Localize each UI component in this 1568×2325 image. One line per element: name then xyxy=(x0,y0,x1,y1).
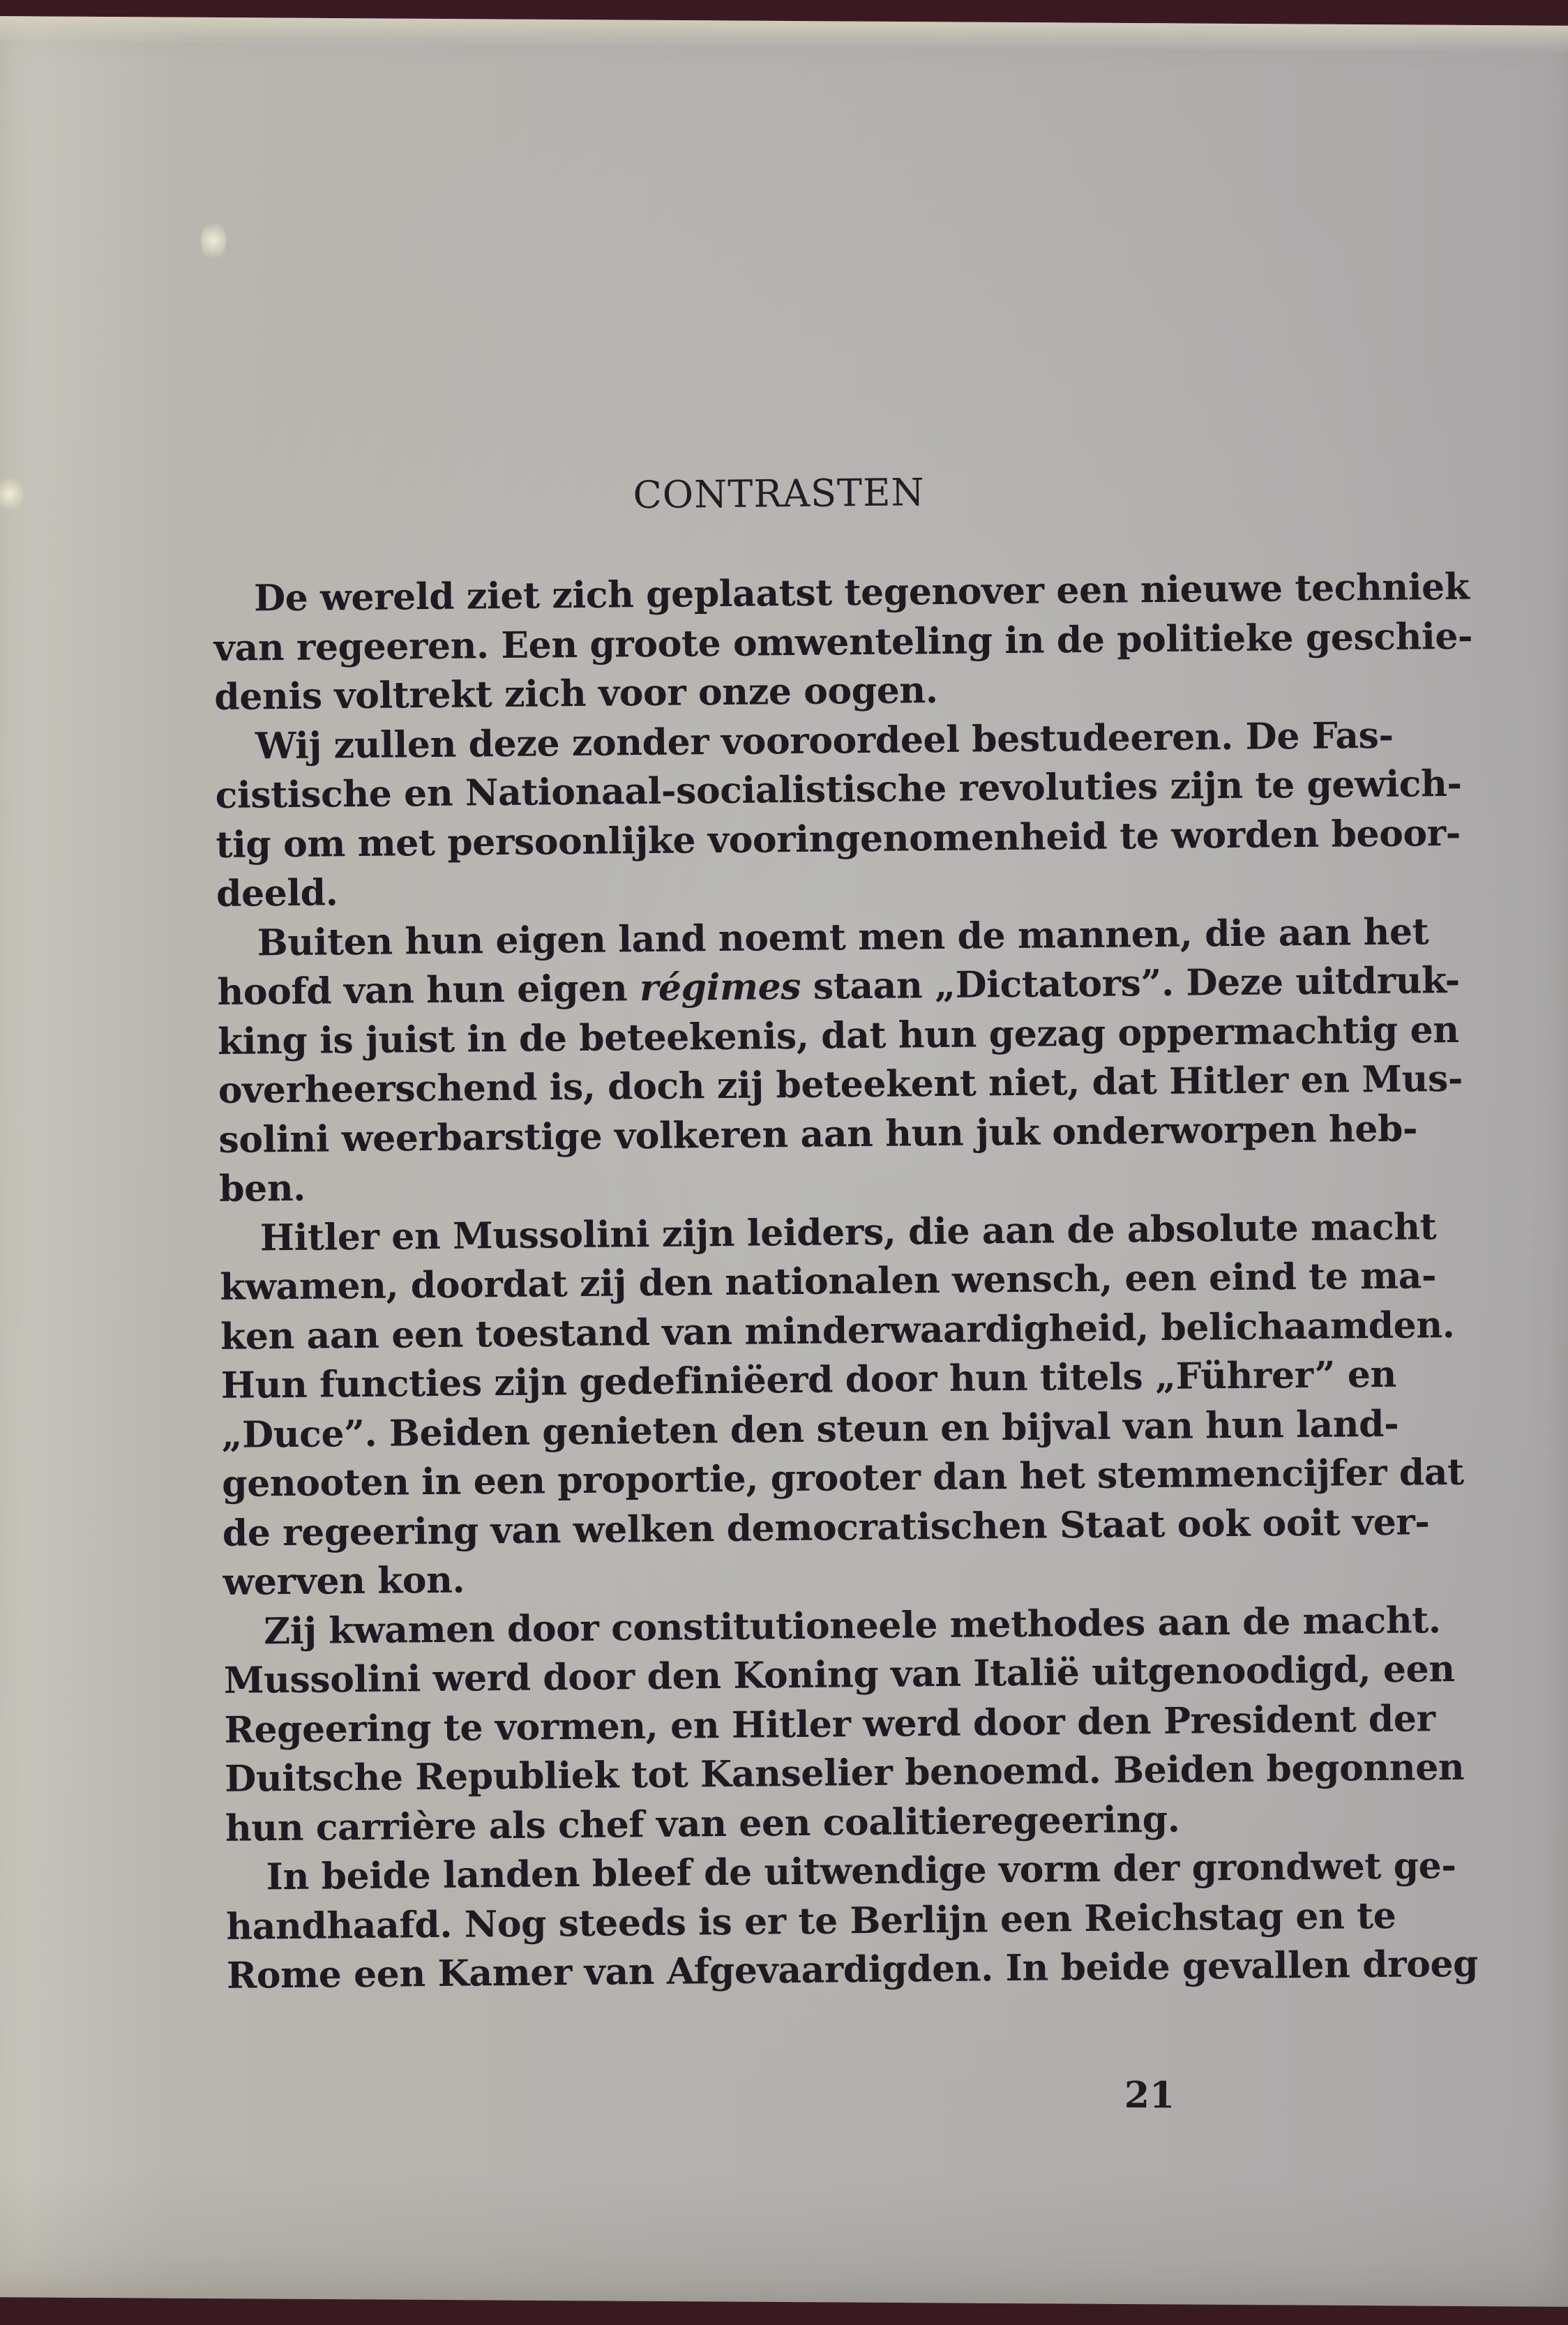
text-line: In beide landen bleef de uitwendige vorm der grondwet ge- xyxy=(266,1844,1456,1899)
text-line: genooten in een proportie, grooter dan het stemmencijfer dat xyxy=(221,1450,1465,1505)
text-line: De wereld ziet zich geplaatst tegenover een nieuwe techniek xyxy=(253,565,1470,620)
paper-blemish xyxy=(0,476,24,511)
body-text xyxy=(173,564,1479,2001)
paragraph xyxy=(185,1842,1479,2001)
text-line: deeld. xyxy=(216,871,338,915)
paragraph xyxy=(176,908,1463,1214)
italic-word: régimes xyxy=(639,965,801,1010)
text-line: de regeering van welken democratischen Staat ook ooit ver- xyxy=(222,1500,1430,1555)
text-line: Mussolini werd door den Koning van Italië uitgenoodigd, een xyxy=(223,1647,1455,1702)
paragraph xyxy=(183,1597,1465,1854)
page-number: 21 xyxy=(1124,2073,1175,2117)
paper-blemish xyxy=(201,220,226,262)
page-top-edge xyxy=(0,16,1568,54)
text-line: Buiten hun eigen land noemt men de mannen, die aan het xyxy=(257,910,1429,964)
text-line: ken aan een toestand van minderwaardigheid, belichaamden. xyxy=(220,1303,1455,1358)
text-line: king is juist in de beteekenis, dat hun gezag oppermachtig en xyxy=(217,1008,1459,1063)
text-line: Wij zullen deze zonder vooroordeel bestudeeren. De Fas- xyxy=(255,714,1394,767)
text-line: kwamen, doordat zij den nationalen wensch, een eind te ma- xyxy=(220,1254,1437,1309)
text-line: „Duce”. Beiden genieten den steun en bijval van hun land- xyxy=(221,1402,1399,1457)
text-line: tig om met persoonlijke vooringenomenheid te worden beoor- xyxy=(216,811,1461,866)
text-line: Rome een Kamer van Afgevaardigden. In beide gevallen droeg xyxy=(226,1942,1479,1997)
text-line: Hun functies zijn gedefiniëerd door hun titels „Führer” en xyxy=(220,1353,1397,1407)
paragraph xyxy=(173,564,1473,723)
text-line: hun carrière als chef van een coalitieregeering. xyxy=(225,1798,1180,1850)
text-line: Regeering te vormen, en Hitler werd door den President der xyxy=(224,1696,1435,1752)
text-line: Zij kwamen door constitutioneele methodes aan de macht. xyxy=(263,1598,1441,1653)
page-shadow xyxy=(0,2172,1568,2307)
paragraph xyxy=(179,1203,1465,1608)
text-line: solini weerbarstige volkeren aan hun juk onderworpen heb- xyxy=(218,1106,1418,1161)
text-line: Duitsche Republiek tot Kanselier benoemd. Beiden begonnen xyxy=(224,1745,1465,1800)
book-page xyxy=(0,16,1568,2307)
text-line: cistische en Nationaal-socialistische revoluties zijn te gewich- xyxy=(215,762,1462,817)
text-line: handhaafd. Nog steeds is er te Berlijn een Reichstag en te xyxy=(226,1894,1396,1948)
text-line-with-italic: hoofd van hun eigen régimes staan „Dictators”. Deze uitdruk- xyxy=(217,958,1461,1014)
chapter-title: CONTRASTEN xyxy=(633,470,926,518)
text-line: overheerschend is, doch zij beteekent niet, dat Hitler en Mus- xyxy=(218,1057,1463,1112)
text-block xyxy=(167,6,1479,1997)
text-line: werven kon. xyxy=(223,1558,465,1604)
text-line: denis voltrekt zich voor onze oogen. xyxy=(214,669,938,718)
text-line: van regeeren. Een groote omwenteling in de politieke geschie- xyxy=(213,615,1473,670)
paragraph xyxy=(174,712,1462,919)
text-line: ben. xyxy=(218,1166,306,1210)
text-line: Hitler en Mussolini zijn leiders, die aan de absolute macht xyxy=(259,1205,1437,1259)
